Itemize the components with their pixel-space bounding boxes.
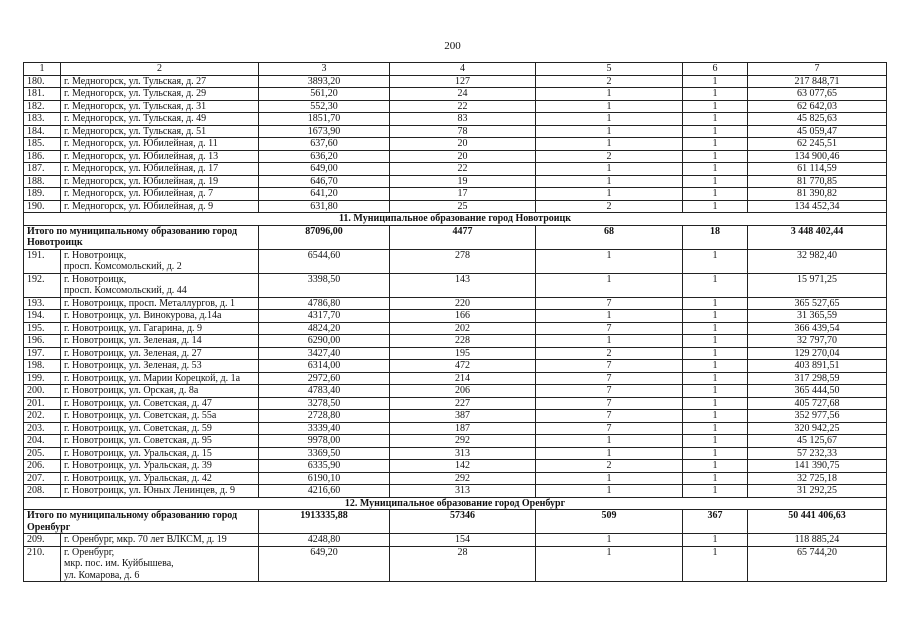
stage-cell: 1 xyxy=(683,322,748,335)
cost-cell: 81 770,85 xyxy=(748,175,887,188)
header-cell-2: 2 xyxy=(61,63,259,76)
cost-cell: 134 900,46 xyxy=(748,150,887,163)
stage-cell: 1 xyxy=(683,163,748,176)
table-row xyxy=(24,472,887,485)
works-count-cell: 2 xyxy=(536,347,683,360)
table-row xyxy=(24,410,887,423)
header-cell-5: 5 xyxy=(536,63,683,76)
stage-cell: 1 xyxy=(683,100,748,113)
row-number-cell: 204. xyxy=(24,435,61,448)
table-row xyxy=(24,385,887,398)
area-cell: 552,30 xyxy=(259,100,390,113)
row-number-cell: 193. xyxy=(24,297,61,310)
stage-cell: 1 xyxy=(683,410,748,423)
cost-cell: 65 744,20 xyxy=(748,546,887,582)
stage-cell: 1 xyxy=(683,113,748,126)
header-cell-7: 7 xyxy=(748,63,887,76)
address-cell: г. Медногорск, ул. Юбилейная, д. 17 xyxy=(61,163,259,176)
works-count-cell: 1 xyxy=(536,546,683,582)
page-number: 200 xyxy=(444,40,461,52)
area-cell: 631,80 xyxy=(259,200,390,213)
address-cell: г. Новотроицк, ул. Зеленая, д. 27 xyxy=(61,347,259,360)
stage-cell: 1 xyxy=(683,347,748,360)
row-number-cell: 183. xyxy=(24,113,61,126)
section-heading-row xyxy=(24,497,887,510)
cost-cell: 141 390,75 xyxy=(748,460,887,473)
residents-cell: 127 xyxy=(390,75,536,88)
table-row xyxy=(24,188,887,201)
cost-cell: 365 444,50 xyxy=(748,385,887,398)
residents-cell: 313 xyxy=(390,485,536,498)
table-body xyxy=(24,63,887,582)
stage-cell: 1 xyxy=(683,297,748,310)
stage-cell: 1 xyxy=(683,460,748,473)
row-number-cell: 203. xyxy=(24,422,61,435)
row-number-cell: 192. xyxy=(24,273,61,297)
row-number-cell: 187. xyxy=(24,163,61,176)
address-cell: г. Оренбург, мкр. 70 лет ВЛКСМ, д. 19 xyxy=(61,534,259,547)
cost-cell: 365 527,65 xyxy=(748,297,887,310)
address-cell: г. Новотроицк, просп. Металлургов, д. 1 xyxy=(61,297,259,310)
row-number-cell: 207. xyxy=(24,472,61,485)
table-row xyxy=(24,75,887,88)
works-count-cell: 2 xyxy=(536,200,683,213)
total-cost: 50 441 406,63 xyxy=(748,510,887,534)
works-count-cell: 7 xyxy=(536,385,683,398)
stage-cell: 1 xyxy=(683,249,748,273)
address-cell: г. Новотроицк, ул. Советская, д. 55а xyxy=(61,410,259,423)
cost-cell: 134 452,34 xyxy=(748,200,887,213)
residents-cell: 387 xyxy=(390,410,536,423)
residents-cell: 187 xyxy=(390,422,536,435)
total-stage: 18 xyxy=(683,225,748,249)
row-number-cell: 186. xyxy=(24,150,61,163)
address-cell: г. Новотроицк, просп. Комсомольский, д. 44 xyxy=(61,273,259,297)
table-row xyxy=(24,546,887,582)
table-row xyxy=(24,88,887,101)
total-area: 87096,00 xyxy=(259,225,390,249)
residents-cell: 202 xyxy=(390,322,536,335)
area-cell: 636,20 xyxy=(259,150,390,163)
stage-cell: 1 xyxy=(683,447,748,460)
stage-cell: 1 xyxy=(683,397,748,410)
residents-cell: 154 xyxy=(390,534,536,547)
area-cell: 646,70 xyxy=(259,175,390,188)
works-count-cell: 1 xyxy=(536,88,683,101)
table-row xyxy=(24,372,887,385)
area-cell: 4786,80 xyxy=(259,297,390,310)
area-cell: 3398,50 xyxy=(259,273,390,297)
area-cell: 2972,60 xyxy=(259,372,390,385)
total-works-count: 68 xyxy=(536,225,683,249)
total-area: 1913335,88 xyxy=(259,510,390,534)
works-count-cell: 7 xyxy=(536,397,683,410)
works-count-cell: 7 xyxy=(536,297,683,310)
residents-cell: 313 xyxy=(390,447,536,460)
area-cell: 641,20 xyxy=(259,188,390,201)
address-cell: г. Новотроицк, ул. Советская, д. 47 xyxy=(61,397,259,410)
cost-cell: 45 059,47 xyxy=(748,125,887,138)
area-cell: 6335,90 xyxy=(259,460,390,473)
area-cell: 6290,00 xyxy=(259,335,390,348)
table-row xyxy=(24,460,887,473)
works-count-cell: 1 xyxy=(536,188,683,201)
table-row xyxy=(24,534,887,547)
cost-cell: 129 270,04 xyxy=(748,347,887,360)
works-count-cell: 1 xyxy=(536,273,683,297)
stage-cell: 1 xyxy=(683,472,748,485)
table-row xyxy=(24,150,887,163)
row-number-cell: 181. xyxy=(24,88,61,101)
stage-cell: 1 xyxy=(683,175,748,188)
works-count-cell: 1 xyxy=(536,472,683,485)
works-count-cell: 2 xyxy=(536,75,683,88)
residents-cell: 206 xyxy=(390,385,536,398)
table-row xyxy=(24,125,887,138)
address-cell: г. Медногорск, ул. Юбилейная, д. 9 xyxy=(61,200,259,213)
area-cell: 4216,60 xyxy=(259,485,390,498)
address-cell: г. Медногорск, ул. Юбилейная, д. 7 xyxy=(61,188,259,201)
works-count-cell: 7 xyxy=(536,360,683,373)
address-cell: г. Новотроицк, просп. Комсомольский, д. 2 xyxy=(61,249,259,273)
area-cell: 649,00 xyxy=(259,163,390,176)
address-cell: г. Новотроицк, ул. Советская, д. 59 xyxy=(61,422,259,435)
section-heading-row xyxy=(24,213,887,226)
cost-cell: 81 390,82 xyxy=(748,188,887,201)
cost-cell: 403 891,51 xyxy=(748,360,887,373)
area-cell: 6314,00 xyxy=(259,360,390,373)
works-count-cell: 1 xyxy=(536,125,683,138)
row-number-cell: 198. xyxy=(24,360,61,373)
address-cell: г. Новотроицк, ул. Уральская, д. 15 xyxy=(61,447,259,460)
row-number-cell: 208. xyxy=(24,485,61,498)
address-cell: г. Новотроицк, ул. Советская, д. 95 xyxy=(61,435,259,448)
total-works-count: 509 xyxy=(536,510,683,534)
cost-cell: 31 292,25 xyxy=(748,485,887,498)
table-row xyxy=(24,347,887,360)
total-row xyxy=(24,225,887,249)
residents-cell: 292 xyxy=(390,435,536,448)
residents-cell: 78 xyxy=(390,125,536,138)
stage-cell: 1 xyxy=(683,422,748,435)
works-count-cell: 1 xyxy=(536,100,683,113)
stage-cell: 1 xyxy=(683,75,748,88)
cost-cell: 45 825,63 xyxy=(748,113,887,126)
address-cell: г. Медногорск, ул. Юбилейная, д. 19 xyxy=(61,175,259,188)
cost-cell: 15 971,25 xyxy=(748,273,887,297)
register-table xyxy=(23,62,887,582)
table-row xyxy=(24,175,887,188)
residents-cell: 220 xyxy=(390,297,536,310)
works-count-cell: 1 xyxy=(536,534,683,547)
area-cell: 6190,10 xyxy=(259,472,390,485)
residents-cell: 19 xyxy=(390,175,536,188)
total-residents: 4477 xyxy=(390,225,536,249)
table-row xyxy=(24,435,887,448)
stage-cell: 1 xyxy=(683,200,748,213)
residents-cell: 17 xyxy=(390,188,536,201)
address-cell: г. Новотроицк, ул. Орская, д. 8а xyxy=(61,385,259,398)
row-number-cell: 195. xyxy=(24,322,61,335)
row-number-cell: 182. xyxy=(24,100,61,113)
table-row xyxy=(24,485,887,498)
residents-cell: 83 xyxy=(390,113,536,126)
cost-cell: 57 232,33 xyxy=(748,447,887,460)
area-cell: 3893,20 xyxy=(259,75,390,88)
stage-cell: 1 xyxy=(683,485,748,498)
header-cell-4: 4 xyxy=(390,63,536,76)
address-cell: г. Новотроицк, ул. Зеленая, д. 14 xyxy=(61,335,259,348)
cost-cell: 62 642,03 xyxy=(748,100,887,113)
table-row xyxy=(24,138,887,151)
address-cell: г. Медногорск, ул. Тульская, д. 49 xyxy=(61,113,259,126)
residents-cell: 214 xyxy=(390,372,536,385)
stage-cell: 1 xyxy=(683,546,748,582)
area-cell: 637,60 xyxy=(259,138,390,151)
works-count-cell: 7 xyxy=(536,322,683,335)
residents-cell: 227 xyxy=(390,397,536,410)
residents-cell: 22 xyxy=(390,100,536,113)
residents-cell: 28 xyxy=(390,546,536,582)
cost-cell: 317 298,59 xyxy=(748,372,887,385)
row-number-cell: 180. xyxy=(24,75,61,88)
stage-cell: 1 xyxy=(683,88,748,101)
row-number-cell: 197. xyxy=(24,347,61,360)
table-row xyxy=(24,310,887,323)
works-count-cell: 1 xyxy=(536,485,683,498)
row-number-cell: 185. xyxy=(24,138,61,151)
cost-cell: 31 365,59 xyxy=(748,310,887,323)
cost-cell: 45 125,67 xyxy=(748,435,887,448)
cost-cell: 405 727,68 xyxy=(748,397,887,410)
residents-cell: 228 xyxy=(390,335,536,348)
header-cell-1: 1 xyxy=(24,63,61,76)
area-cell: 3278,50 xyxy=(259,397,390,410)
works-count-cell: 1 xyxy=(536,175,683,188)
table-row xyxy=(24,200,887,213)
table-row xyxy=(24,322,887,335)
table-row xyxy=(24,249,887,273)
cost-cell: 352 977,56 xyxy=(748,410,887,423)
total-cost: 3 448 402,44 xyxy=(748,225,887,249)
stage-cell: 1 xyxy=(683,125,748,138)
stage-cell: 1 xyxy=(683,188,748,201)
area-cell: 1851,70 xyxy=(259,113,390,126)
total-stage: 367 xyxy=(683,510,748,534)
residents-cell: 22 xyxy=(390,163,536,176)
header-cell-6: 6 xyxy=(683,63,748,76)
residents-cell: 195 xyxy=(390,347,536,360)
works-count-cell: 1 xyxy=(536,335,683,348)
table-row xyxy=(24,100,887,113)
area-cell: 2728,80 xyxy=(259,410,390,423)
area-cell: 4824,20 xyxy=(259,322,390,335)
cost-cell: 63 077,65 xyxy=(748,88,887,101)
stage-cell: 1 xyxy=(683,435,748,448)
total-label: Итого по муниципальному образованию город Новотроицк xyxy=(24,225,259,249)
stage-cell: 1 xyxy=(683,310,748,323)
total-row xyxy=(24,510,887,534)
area-cell: 6544,60 xyxy=(259,249,390,273)
table-row xyxy=(24,422,887,435)
row-number-cell: 202. xyxy=(24,410,61,423)
stage-cell: 1 xyxy=(683,273,748,297)
cost-cell: 320 942,25 xyxy=(748,422,887,435)
table-row xyxy=(24,163,887,176)
address-cell: г. Новотроицк, ул. Гагарина, д. 9 xyxy=(61,322,259,335)
row-number-cell: 189. xyxy=(24,188,61,201)
area-cell: 3427,40 xyxy=(259,347,390,360)
address-cell: г. Медногорск, ул. Тульская, д. 29 xyxy=(61,88,259,101)
row-number-cell: 200. xyxy=(24,385,61,398)
residents-cell: 20 xyxy=(390,138,536,151)
row-number-cell: 201. xyxy=(24,397,61,410)
works-count-cell: 7 xyxy=(536,372,683,385)
residents-cell: 142 xyxy=(390,460,536,473)
stage-cell: 1 xyxy=(683,385,748,398)
cost-cell: 32 982,40 xyxy=(748,249,887,273)
stage-cell: 1 xyxy=(683,534,748,547)
area-cell: 1673,90 xyxy=(259,125,390,138)
works-count-cell: 1 xyxy=(536,447,683,460)
address-cell: г. Новотроицк, ул. Зеленая, д. 53 xyxy=(61,360,259,373)
address-cell: г. Новотроицк, ул. Юных Ленинцев, д. 9 xyxy=(61,485,259,498)
cost-cell: 61 114,59 xyxy=(748,163,887,176)
address-cell: г. Новотроицк, ул. Уральская, д. 42 xyxy=(61,472,259,485)
works-count-cell: 7 xyxy=(536,410,683,423)
address-cell: г. Оренбург, мкр. пос. им. Куйбышева, ул. Комарова, д. 6 xyxy=(61,546,259,582)
row-number-cell: 196. xyxy=(24,335,61,348)
table-row xyxy=(24,335,887,348)
area-cell: 649,20 xyxy=(259,546,390,582)
total-label: Итого по муниципальному образованию город Оренбург xyxy=(24,510,259,534)
table-row xyxy=(24,297,887,310)
row-number-cell: 184. xyxy=(24,125,61,138)
address-cell: г. Медногорск, ул. Юбилейная, д. 13 xyxy=(61,150,259,163)
header-cell-3: 3 xyxy=(259,63,390,76)
area-cell: 3369,50 xyxy=(259,447,390,460)
row-number-cell: 190. xyxy=(24,200,61,213)
cost-cell: 118 885,24 xyxy=(748,534,887,547)
section-title: 12. Муниципальное образование город Оренбург xyxy=(24,497,887,510)
residents-cell: 143 xyxy=(390,273,536,297)
works-count-cell: 7 xyxy=(536,422,683,435)
cost-cell: 366 439,54 xyxy=(748,322,887,335)
address-cell: г. Новотроицк, ул. Уральская, д. 39 xyxy=(61,460,259,473)
cost-cell: 32 797,70 xyxy=(748,335,887,348)
row-number-cell: 191. xyxy=(24,249,61,273)
address-cell: г. Медногорск, ул. Тульская, д. 27 xyxy=(61,75,259,88)
works-count-cell: 2 xyxy=(536,460,683,473)
address-cell: г. Новотроицк, ул. Винокурова, д.14а xyxy=(61,310,259,323)
residents-cell: 25 xyxy=(390,200,536,213)
residents-cell: 20 xyxy=(390,150,536,163)
row-number-cell: 194. xyxy=(24,310,61,323)
area-cell: 4783,40 xyxy=(259,385,390,398)
area-cell: 9978,00 xyxy=(259,435,390,448)
works-count-cell: 1 xyxy=(536,113,683,126)
address-cell: г. Медногорск, ул. Тульская, д. 31 xyxy=(61,100,259,113)
cost-cell: 217 848,71 xyxy=(748,75,887,88)
residents-cell: 472 xyxy=(390,360,536,373)
section-title: 11. Муниципальное образование город Новотроицк xyxy=(24,213,887,226)
header-row xyxy=(24,63,887,76)
works-count-cell: 1 xyxy=(536,435,683,448)
works-count-cell: 1 xyxy=(536,310,683,323)
residents-cell: 24 xyxy=(390,88,536,101)
works-count-cell: 1 xyxy=(536,138,683,151)
area-cell: 561,20 xyxy=(259,88,390,101)
stage-cell: 1 xyxy=(683,150,748,163)
works-count-cell: 1 xyxy=(536,249,683,273)
area-cell: 3339,40 xyxy=(259,422,390,435)
area-cell: 4317,70 xyxy=(259,310,390,323)
works-count-cell: 2 xyxy=(536,150,683,163)
row-number-cell: 210. xyxy=(24,546,61,582)
works-count-cell: 1 xyxy=(536,163,683,176)
address-cell: г. Новотроицк, ул. Марии Корецкой, д. 1а xyxy=(61,372,259,385)
cost-cell: 32 725,18 xyxy=(748,472,887,485)
address-cell: г. Медногорск, ул. Тульская, д. 51 xyxy=(61,125,259,138)
stage-cell: 1 xyxy=(683,138,748,151)
row-number-cell: 188. xyxy=(24,175,61,188)
address-cell: г. Медногорск, ул. Юбилейная, д. 11 xyxy=(61,138,259,151)
cost-cell: 62 245,51 xyxy=(748,138,887,151)
residents-cell: 292 xyxy=(390,472,536,485)
row-number-cell: 206. xyxy=(24,460,61,473)
total-residents: 57346 xyxy=(390,510,536,534)
table-row xyxy=(24,360,887,373)
table-row xyxy=(24,397,887,410)
stage-cell: 1 xyxy=(683,372,748,385)
residents-cell: 278 xyxy=(390,249,536,273)
row-number-cell: 199. xyxy=(24,372,61,385)
table-row xyxy=(24,273,887,297)
area-cell: 4248,80 xyxy=(259,534,390,547)
table-row xyxy=(24,113,887,126)
stage-cell: 1 xyxy=(683,360,748,373)
row-number-cell: 209. xyxy=(24,534,61,547)
stage-cell: 1 xyxy=(683,335,748,348)
residents-cell: 166 xyxy=(390,310,536,323)
row-number-cell: 205. xyxy=(24,447,61,460)
table-row xyxy=(24,447,887,460)
